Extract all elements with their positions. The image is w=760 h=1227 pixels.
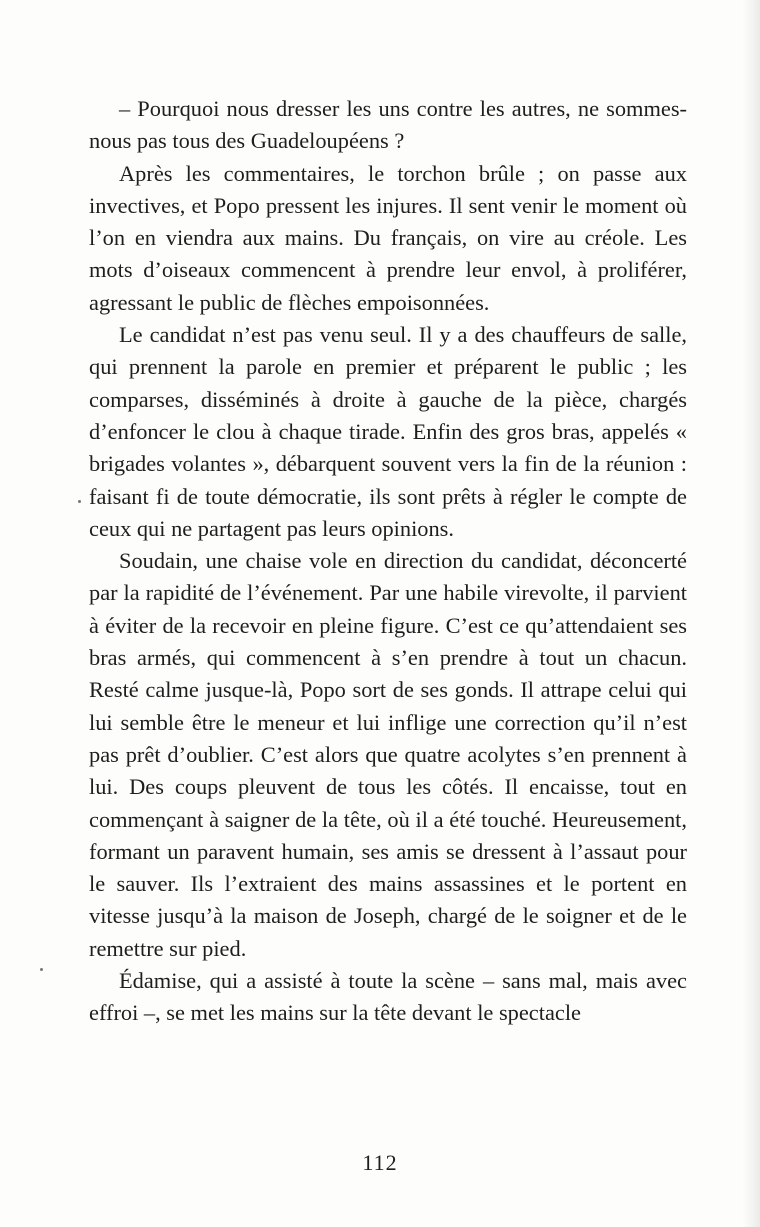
paper-speck [40, 968, 43, 971]
page-edge-shadow [742, 0, 760, 1227]
paragraph-5: Édamise, qui a assisté à toute la scène – sans mal, mais avec effroi –, se met les mains sur la tête devant le spectacle [89, 968, 687, 1026]
paragraph-3: Le candidat n’est pas venu seul. Il y a des chauffeurs de salle, qui prennent la parole en premier et préparent le public ; les comparses, disséminés à droite à gauche de la pièce, chargés d’enfoncer le clou à chaque tirade. Enfin des gros bras, appelés « brigades volantes », débarquent souvent vers la fin de la réunion : faisant fi de toute démocratie, ils sont prêts à régler le compte de ceux qui ne partagent pas leurs opinions. [89, 322, 687, 541]
page-number: 112 [362, 1150, 398, 1175]
paper-speck [78, 500, 81, 503]
paragraph-1: – Pourquoi nous dresser les uns contre les autres, ne sommes-nous pas tous des Guadeloupéens ? [89, 96, 687, 154]
paragraph-2: Après les commentaires, le torchon brûle ; on passe aux invectives, et Popo pressent les injures. Il sent venir le moment où l’on en viendra aux mains. Du français, on vire au créole. Les mots d’oiseaux commencent à prendre leur envol, à proliférer, agressant le public de flèches empoisonnées. [89, 160, 687, 315]
paragraph-4: Soudain, une chaise vole en direction du candidat, déconcerté par la rapidité de l’événement. Par une habile virevolte, il parvient à éviter de la recevoir en pleine figure. C’est ce qu’attendaient ses bras armés, qui commencent à s’en prendre à tout un chacun. Resté calme jusque-là, Popo sort de ses gonds. Il attrape celui qui lui semble être le meneur et lui inflige une correction qu’il n’est pas prêt d’oublier. C’est alors que quatre acolytes s’en prennent à lui. Des coups pleuvent de tous les côtés. Il encaisse, tout en commençant à saigner de la tête, où il a été touché. Heureusement, formant un paravent humain, ses amis se dressent à l’assaut pour le sauver. Ils l’extraient des mains assassines et le portent en vitesse jusqu’à la maison de Joseph, chargé de le soigner et de le remettre sur pied. [89, 548, 687, 961]
body-text [89, 93, 687, 1030]
